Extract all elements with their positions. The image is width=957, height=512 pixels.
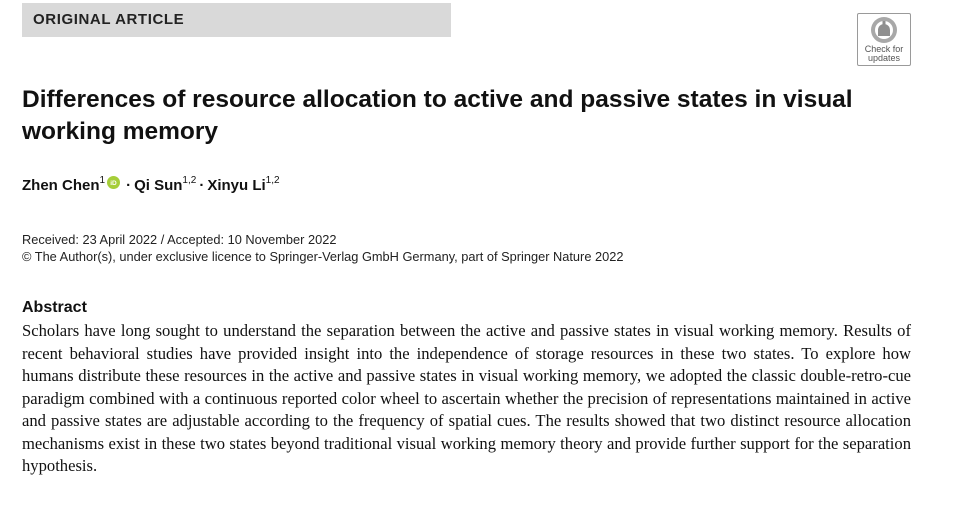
check-for-updates-icon bbox=[870, 16, 898, 44]
author-name[interactable]: Xinyu Li bbox=[207, 177, 266, 194]
author-affiliation: 1,2 bbox=[265, 175, 280, 186]
check-for-updates-line2: updates bbox=[867, 53, 901, 63]
svg-text:iD: iD bbox=[110, 180, 117, 188]
author-name[interactable]: Qi Sun bbox=[134, 177, 183, 194]
publication-info bbox=[22, 231, 623, 265]
orcid-icon[interactable] bbox=[107, 176, 120, 193]
received-accepted-dates: Received: 23 April 2022 / Accepted: 10 November 2022 bbox=[22, 232, 337, 247]
author-affiliation: 1 bbox=[99, 175, 106, 186]
check-for-updates-line1: Check for bbox=[864, 44, 904, 54]
abstract-heading: Abstract bbox=[22, 299, 87, 316]
author-list bbox=[22, 176, 280, 196]
author-separator: · bbox=[126, 177, 132, 194]
article-type-banner bbox=[22, 3, 451, 37]
article-type-label: ORIGINAL ARTICLE bbox=[33, 11, 185, 28]
check-for-updates-button[interactable] bbox=[857, 13, 911, 66]
author-affiliation: 1,2 bbox=[182, 175, 197, 186]
author-separator: · bbox=[199, 177, 205, 194]
copyright-notice: © The Author(s), under exclusive licence to Springer-Verlag GmbH Germany, part of Springer Nature 2022 bbox=[22, 249, 624, 264]
abstract-text: Scholars have long sought to understand the separation between the active and passive states in visual working memory. Results of recent behavioral studies have provided insight into the independence of storage resources in these two states. To explore how humans distribute these resources in the active and passive states in visual working memory, we adopted the classic double-retro-cue paradigm combined with a continuous reported color wheel to ascertain whether the precision of representations maintained in active and passive states are adjustable according to the frequency of spatial cues. The results showed that two distinct resource allocation mechanisms exist in these two states beyond traditional visual working memory theory and provide further support for the separation hypothesis. bbox=[22, 321, 911, 475]
author-name[interactable]: Zhen Chen bbox=[22, 177, 100, 194]
article-title: Differences of resource allocation to active and passive states in visual working memory bbox=[22, 86, 853, 145]
